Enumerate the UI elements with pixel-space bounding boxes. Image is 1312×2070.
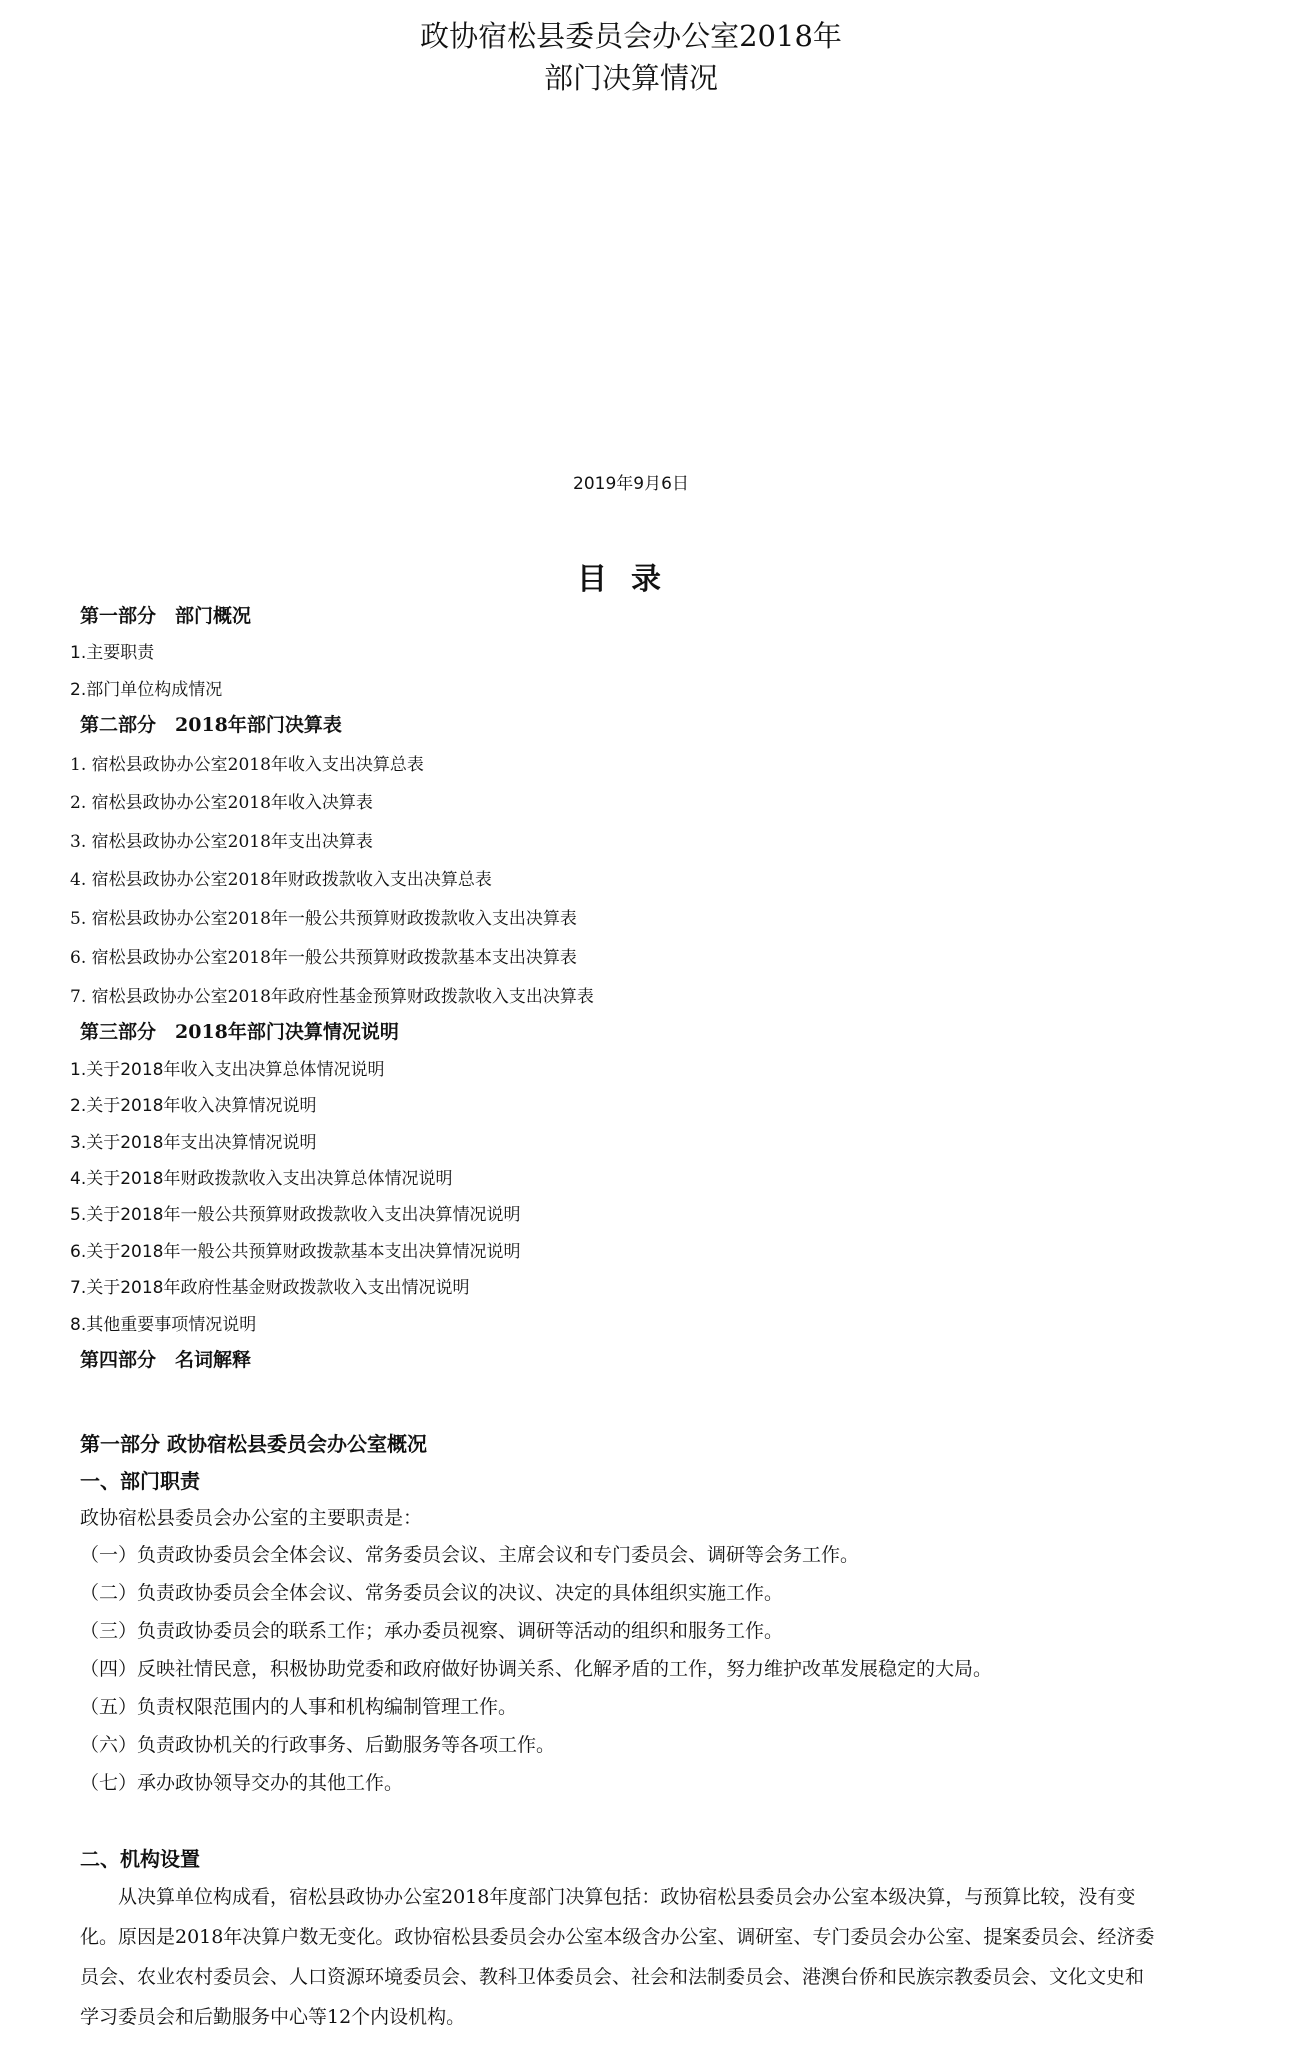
toc-item: 1.关于2018年收入支出决算总体情况说明: [70, 1060, 385, 1080]
toc-item: 5.关于2018年一般公共预算财政拨款收入支出决算情况说明: [70, 1205, 521, 1225]
toc-item: 3. 宿松县政协办公室2018年支出决算表: [70, 832, 373, 852]
duty-item: （六）负责政协机关的行政事务、后勤服务等各项工作。: [80, 1734, 556, 1756]
toc-part1-heading: 第一部分 部门概况: [80, 605, 252, 627]
toc-item: 6.关于2018年一般公共预算财政拨款基本支出决算情况说明: [70, 1242, 521, 1262]
duty-item: （四）反映社情民意，积极协助党委和政府做好协调关系、化解矛盾的工作，努力维护改革发展稳定的大局。: [80, 1658, 993, 1680]
duty-item: （七）承办政协领导交办的其他工作。: [80, 1772, 404, 1794]
toc-item: 2.关于2018年收入决算情况说明: [70, 1096, 317, 1116]
toc-item: 3.关于2018年支出决算情况说明: [70, 1133, 317, 1153]
section2-heading: 二、机构设置: [80, 1847, 200, 1871]
document-date: 2019年9月6日: [573, 474, 689, 494]
toc-item: 6. 宿松县政协办公室2018年一般公共预算财政拨款基本支出决算表: [70, 948, 577, 968]
toc-item: 7.关于2018年政府性基金财政拨款收入支出情况说明: [70, 1278, 470, 1298]
toc-item: 4.关于2018年财政拨款收入支出决算总体情况说明: [70, 1169, 453, 1189]
toc-item: 8.其他重要事项情况说明: [70, 1315, 257, 1335]
toc-title: 目录: [577, 562, 685, 597]
section1-intro: 政协宿松县委员会办公室的主要职责是：: [80, 1507, 423, 1529]
document-title-line1: 政协宿松县委员会办公室2018年: [420, 19, 842, 53]
toc-item: 1.主要职责: [70, 643, 155, 663]
section2-paragraph-line: 学习委员会和后勤服务中心等12个内设机构。: [80, 2006, 466, 2028]
toc-item: 4. 宿松县政协办公室2018年财政拨款收入支出决算总表: [70, 870, 492, 890]
toc-item: 2. 宿松县政协办公室2018年收入决算表: [70, 793, 373, 813]
toc-part4-heading: 第四部分 名词解释: [80, 1349, 252, 1371]
duty-item: （三）负责政协委员会的联系工作；承办委员视察、调研等活动的组织和服务工作。: [80, 1620, 784, 1642]
duty-item: （一）负责政协委员会全体会议、常务委员会议、主席会议和专门委员会、调研等会务工作。: [80, 1544, 860, 1566]
section1-heading: 一、部门职责: [80, 1469, 200, 1493]
toc-item: 2.部门单位构成情况: [70, 680, 223, 700]
duty-item: （二）负责政协委员会全体会议、常务委员会议的决议、决定的具体组织实施工作。: [80, 1582, 784, 1604]
section2-paragraph-line: 员会、农业农村委员会、人口资源环境委员会、教科卫体委员会、社会和法制委员会、港澳台侨和民族宗教委员会、文化文史和: [80, 1966, 1145, 1988]
toc-item: 5. 宿松县政协办公室2018年一般公共预算财政拨款收入支出决算表: [70, 909, 577, 929]
toc-part3-heading: 第三部分 2018年部门决算情况说明: [80, 1021, 399, 1043]
toc-item: 7. 宿松县政协办公室2018年政府性基金预算财政拨款收入支出决算表: [70, 987, 594, 1007]
section2-paragraph-line: 从决算单位构成看，宿松县政协办公室2018年度部门决算包括：政协宿松县委员会办公室本级决算，与预算比较，没有变: [118, 1886, 1136, 1908]
part1-heading: 第一部分 政协宿松县委员会办公室概况: [80, 1432, 427, 1456]
toc-item: 1. 宿松县政协办公室2018年收入支出决算总表: [70, 755, 424, 775]
document-title-line2: 部门决算情况: [543, 61, 718, 95]
toc-part2-heading: 第二部分 2018年部门决算表: [80, 714, 342, 736]
duty-item: （五）负责权限范围内的人事和机构编制管理工作。: [80, 1696, 518, 1718]
section2-paragraph-line: 化。原因是2018年决算户数无变化。政协宿松县委员会办公室本级含办公室、调研室、专门委员会办公室、提案委员会、经济委: [80, 1926, 1155, 1948]
